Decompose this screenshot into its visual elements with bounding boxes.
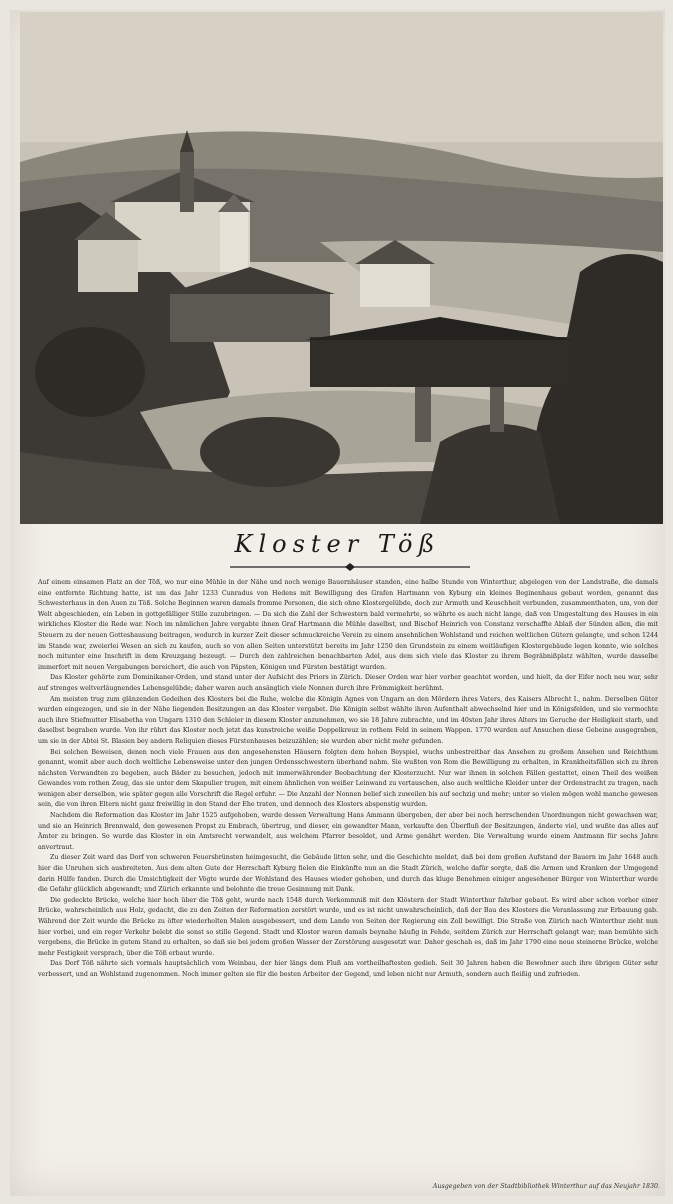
document-title: Kloster Töß	[234, 530, 441, 558]
paragraph: Das Dorf Töß nährte sich vormals hauptsächlich vom Weinbau, der hier längs dem Fluß am vortheilhaftesten gedieh. Seit 30 Jahren haben die Bewohner auch ihre übrigen Güter sehr verbessert, und an Wohlstand zugenommen. Noch immer gelten sie für die besten Arbeiter der Gegend, und leben nicht nur Armuth, sondern auch fleißig und zufrieden.	[38, 960, 658, 978]
kloster-toess-landscape-illustration	[20, 12, 663, 524]
engraving-illustration	[20, 12, 663, 524]
page-sheet	[10, 10, 665, 1196]
paragraph: Am meisten trug zum glänzenden Gedeihen des Klosters bei die Ruhe, welche die Königin Agnes von Ungarn an den Mördern ihres Vaters, des Kaisers Albrecht I., nahm. Derselben Güter wurden eingezogen, und sie in der Nähe liegenden Besitzungen an das Kloster vergabet. Die Königin selbst wählte ihren Aufenthalt abwechselnd hier und in Königsfelden, und sie vermochte auch ihre Stiefmutter Elisabetha von Ungarn 1310 den Schleier in diesem Kloster anzunehmen, wo sie 18 Jahre zubrachte, und im 40sten Jahr ihres Alters im Geruche der Heiligkeit starb, und daselbst begraben wurde. Von ihr rührt das Kloster noch jetzt das kunstreiche weiße Doppelkreuz in rothem Feld in seinem Wappen. 1770 wurden auf Ansuchen diese Gebeine ausgegraben, um sie in der Abtei St. Blasien bey andern Reliquien dieses Fürstenhauses beizuzählen; sie wurden aber nicht mehr gefunden.	[38, 695, 658, 745]
paragraph: Nachdem die Reformation das Kloster im Jahr 1525 aufgehoben, wurde dessen Verwaltung Hans Ammann übergeben, der aber bei noch herrschenden Unordnungen nicht gewachsen war, und sie an Heinrich Brennwald, den gewesenen Propst zu Embrach, übertrug, und dieser, ein gewandter Mann, verkaufte den Überfluß der Besitzungen, änderte viel, und wußte das alles auf Ämter zu bringen. So wurde das Kloster in ein Amtsrecht verwandelt, aus welchem Pfarrer besoldet, und Arme genährt werden. Die Verwaltung wurde einem Amtmann für sechs Jahre anvertraut.	[38, 812, 658, 851]
publisher-note: Ausgegeben von der Stadtbibliothek Winterthur auf das Neujahr 1830.	[432, 1183, 660, 1190]
article-body	[38, 578, 658, 981]
paragraph: Bei solchen Beweisen, denen noch viele Frauen aus den angesehensten Häusern folgten dem hohen Beyspiel, wuchs unbestreitbar das Ansehen zu großem Ansehen und Reichthum genannt, womit aber auch doch weltliche Lebensweise unter den jungen Ordensschwestern überhand nahm. Sie wußten von Rom die Bewilligung zu erhalten, in Krankheitsfällen sich zu ihren nächsten Verwandten zu begeben, auch Bäder zu besuchen, jedoch mit immerwährender Beobachtung der Klosterzucht. Nur war ihnen in solchen Fällen gestattet, einen Theil des weißen Gewandes vom rothen Zeug, das sie unter dem Skapulier trugen, mit einem ähnlichen von weißer Leinwand zu vertauschen, also auch weltliche Kleider unter der Ordenstracht zu tragen, nach wenigen aber derselben, wie später gegen alle Vorschrift die Regel erfuhr. — Die Anzahl der Nonnen belief sich zuweilen bis auf sechzig und mehr; unter so vielen mögen wohl manche gewesen sein, die von ihren Eltern nicht ganz freiwillig in den Stand der Ehe traten, und dennoch des Klosters abspenstig wurden.	[38, 748, 658, 809]
paragraph: Das Kloster gehörte zum Dominikaner-Orden, und stand unter der Aufsicht des Priors in Zürich. Dieser Orden war hier vorher geachtet worden, und hielt, da der Eifer noch neu war, sehr auf strenges weltverläugnendes Lebensgelübde; daher waren auch ansänglich viele Nonnen durch ihre Frömmigkeit berühmt.	[38, 674, 658, 692]
paragraph: Die gedeckte Brücke, welche hier hoch über die Töß geht, wurde nach 1548 durch Verkommniß mit den Klöstern der Stadt Winterthur fahrbar gebaut. Es wird aber schon vorher einer Brücke, wahrscheinlich aus Holz, gedacht, die zu den Zeiten der Reformation zerstört wurde, und es ist nicht unwahrscheinlich, daß der Bau des Klosters die Veranlassung zur Erbauung gab. Während der Zeit wurde die Brücke zu öfter wiederholten Malen ausgebessert, und dem Lande von Seiten der Regierung ein Zoll bewilligt. Die Straße von Zürich nach Winterthur zieht nun hier vorbei, und ein reger Verkehr belebt die sonst so stille Gegend. Stadt und Kloster waren damals beynahe häufig in Fehde, seitdem Zürich zur Herrschaft gelangt war; man bemühte sich vergebens, die Brücke in gutem Stand zu erhalten, so daß sie bei jedem großen Wasser der Zerstörung ausgesetzt war. Daher geschah es, daß im Jahr 1790 eine neue steinerne Brücke, welche mehr Festigkeit versprach, über die Töß erbaut wurde.	[38, 896, 658, 957]
paragraph: Auf einem einsamen Platz an der Töß, wo nur eine Mühle in der Nähe und noch wenige Bauernhäuser standen, eine halbe Stunde von Winterthur, abgelegen von der Landstraße, die damals eine entfernte Richtung hatte, ist um das Jahr 1233 Cunradus von Hedens mit Bewilligung des Grafen Hartmann von Kyburg ein kleines Beginenhaus gebaut worden, genannt das Schwesterhaus in den Auen zu Töß. Solche Beginnen waren damals fromme Personen, die sich ohne Klostergelübde, doch zur Armuth und Keuschheit verbunden, zusammenthaten, um, von der Welt abgeschieden, ein Leben in gottgefälliger Stille zuzubringen. — Da sich die Zahl der Schwestern bald vermehrte, so währte es auch nicht lange, daß von Umgestaltung des Hauses in ein wirkliches Kloster die Rede war. Noch im nämlichen Jahre vergabte ihnen Graf Hartmann die Mühle daselbst, und Bischof Heinrich von Constanz verschaffte Ablaß der Sünden allen, die mit Steuern zu der neuen Gotteshausung beitragen, wodurch in kurzer Zeit dieser schmuckreiche Verein zu einem ansehnlichen Wohlstand und reichen weltlichen Gütern gelangte, und schon 1244 im Stande war, zweierlei Wesen an sich zu kaufen, auch so von allen Seiten unterstützt bereits im Jahr 1250 den Grundstein zu einem weitläufigen Klostergebäude legen konnte, wie solches noch mitunter eine Inschrift in dem Kreuzgang bezeugt. — Durch den zahlreichen benachbarten Adel, aus dem sich viele das Kloster zu ihrem Begräbnißplatz wählten, wurde dasselbe immerfort mit neuen Vergabungen bereichert, die auch von Päpsten, Königen und Fürsten bestätigt wurden.	[38, 579, 658, 671]
title-ornament-rule	[230, 562, 470, 572]
paragraph: Zu dieser Zeit ward das Dorf von schweren Feuersbrünsten heimgesucht, die Gebäude litten sehr, und die Geschichte meldet, daß bei dem großen Aufstand der Bauern im Jahr 1648 auch hier die Unruhen sich ausbreiteten. Aus dem alten Gute der Herrschaft Kyburg fielen die Einkünfte nun an die Stadt Zürich, welche dafür sorgte, daß die Armen und Kranken der Umgegend darin Hülfe fanden. Durch die Umsichtigkeit der Vögte wurde der Wohlstand des Hauses wieder gehoben, und durch das kluge Benehmen einiger angesehener Bürger von Winterthur wurde die Gefahr glücklich abgewandt; und Zürich erkannte und belohnte die treue Gesinnung mit Dank.	[38, 854, 658, 894]
